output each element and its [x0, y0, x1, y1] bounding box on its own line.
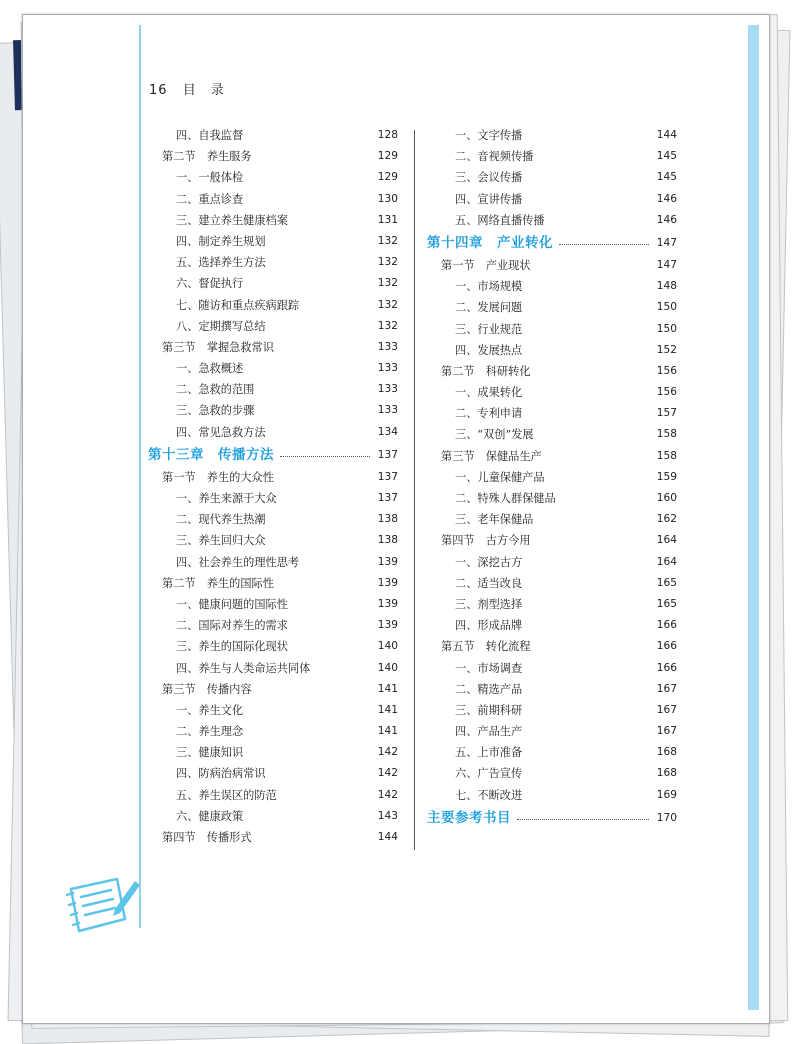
- leader-dots: [559, 231, 649, 245]
- toc-section: [427, 530, 677, 551]
- toc-entry-title: 第五节 转化流程: [441, 640, 531, 654]
- toc-right-column: [427, 125, 677, 830]
- toc-entry-title: 四、形成品牌: [455, 619, 523, 633]
- toc-item: [427, 594, 677, 615]
- toc-item: [427, 167, 677, 188]
- toc-page-number: 140: [377, 661, 398, 674]
- toc-page-number: 141: [377, 703, 398, 716]
- toc-entry-title: 第二节 养生的国际性: [162, 576, 274, 590]
- toc-item: [427, 700, 677, 721]
- toc-entry-title: 第二节 养生服务: [162, 150, 252, 164]
- toc-section: [427, 361, 677, 382]
- toc-page-number: 167: [656, 682, 677, 695]
- toc-entry-title: 一、健康问题的国际性: [176, 597, 288, 611]
- toc-page-number: 132: [377, 298, 398, 311]
- toc-entry-title: 第三节 保健品生产: [441, 449, 542, 463]
- toc-page-number: 166: [656, 640, 677, 653]
- toc-page-number: 162: [656, 513, 677, 526]
- toc-page-number: 140: [377, 640, 398, 653]
- toc-entry-title: 三、剂型选择: [455, 597, 523, 611]
- leader-dots: [280, 443, 370, 457]
- toc-entry-title: 三、健康知识: [176, 746, 244, 760]
- toc-entry-title: 六、督促执行: [176, 277, 244, 291]
- toc-item: [427, 763, 677, 784]
- notebook-pencil-icon: [65, 875, 141, 941]
- toc-page-number: 144: [377, 831, 398, 843]
- toc-page-number: 132: [377, 319, 398, 332]
- toc-left-column: [148, 125, 398, 848]
- toc-item: [148, 252, 398, 273]
- toc-entry-title: 二、现代养生热潮: [176, 513, 266, 527]
- toc-item: [148, 422, 398, 443]
- toc-page-number: 133: [377, 362, 398, 375]
- toc-item: [148, 615, 398, 636]
- toc-entry-title: 第四节 传播形式: [162, 831, 252, 844]
- toc-page-number: 159: [656, 470, 677, 483]
- toc-page-number: 164: [656, 555, 677, 568]
- toc-item: [427, 785, 677, 806]
- toc-item: [427, 125, 677, 146]
- toc-page-number: 138: [377, 513, 398, 526]
- toc-page-number: 139: [377, 597, 398, 610]
- toc-entry-title: 六、健康政策: [176, 809, 244, 823]
- toc-entry-title: 第一节 产业现状: [441, 258, 531, 272]
- toc-item: [427, 742, 677, 763]
- toc-page-number: 134: [377, 425, 398, 438]
- toc-entry-title: 四、常见急救方法: [176, 425, 266, 439]
- toc-page-number: 129: [377, 150, 398, 163]
- toc-page-number: 130: [377, 192, 398, 205]
- toc-entry-title: 三、会议传播: [455, 171, 523, 185]
- page-header: [149, 79, 225, 98]
- toc-section: [427, 446, 677, 467]
- toc-item: [427, 615, 677, 636]
- toc-page-number: 146: [656, 192, 677, 205]
- toc-page-number: 152: [656, 343, 677, 356]
- page-title: 目 录: [182, 83, 225, 98]
- toc-page-number: 156: [656, 386, 677, 399]
- toc-section: [148, 337, 398, 358]
- toc-page-number: 139: [377, 619, 398, 632]
- toc-page-number: 160: [656, 492, 677, 504]
- toc-item: [148, 658, 398, 679]
- toc-entry-title: 四、发展热点: [455, 343, 523, 357]
- toc-item: [148, 721, 398, 742]
- toc-entry-title: 四、产品生产: [455, 725, 523, 739]
- toc-item: [148, 636, 398, 657]
- toc-page-number: 137: [377, 470, 398, 483]
- toc-page-number: 169: [656, 788, 677, 801]
- toc-entry-title: 二、国际对养生的需求: [176, 619, 288, 633]
- toc-page-number: 168: [656, 746, 677, 759]
- toc-item: [427, 319, 677, 340]
- toc-item: [148, 594, 398, 615]
- toc-item: [427, 146, 677, 167]
- toc-item: [148, 806, 398, 827]
- toc-entry-title: 三、急救的步骤: [176, 404, 255, 418]
- page-number: 16: [149, 83, 168, 98]
- toc-entry-title: 八、定期撰写总结: [176, 319, 266, 333]
- toc-entry-title: 二、专利申请: [455, 407, 523, 421]
- toc-entry-title: 一、养生来源于大众: [176, 492, 277, 505]
- toc-item: [148, 125, 398, 146]
- toc-page-number: 145: [656, 171, 677, 184]
- toc-item: [148, 509, 398, 530]
- toc-entry-title: 四、养生与人类命运共同体: [176, 661, 311, 675]
- toc-page-number: 145: [656, 150, 677, 163]
- toc-item: [148, 316, 398, 337]
- toc-chapter: [148, 443, 398, 467]
- toc-page-number: 139: [377, 555, 398, 568]
- toc-page-number: 142: [377, 767, 398, 780]
- toc-page-number: 133: [377, 383, 398, 396]
- toc-page-number: 165: [656, 576, 677, 589]
- toc-section: [427, 636, 677, 657]
- toc-page-number: 164: [656, 534, 677, 547]
- toc-item: [148, 488, 398, 509]
- toc-page-number: 144: [656, 129, 677, 141]
- toc-entry-title: 一、养生文化: [176, 703, 244, 717]
- toc-entry-title: 一、深挖古方: [455, 555, 523, 569]
- toc-entry-title: 三、行业规范: [455, 322, 523, 336]
- toc-item: [427, 403, 677, 424]
- toc-item: [148, 785, 398, 806]
- toc-page-number: 129: [377, 171, 398, 184]
- toc-page-number: 132: [377, 277, 398, 290]
- toc-item: [427, 658, 677, 679]
- toc-entry-title: 二、养生理念: [176, 725, 244, 739]
- toc-entry-title: 四、制定养生规划: [176, 234, 266, 248]
- toc-entry-title: 二、精选产品: [455, 682, 523, 696]
- toc-page-number: 168: [656, 767, 677, 780]
- toc-page-number: 133: [377, 404, 398, 417]
- toc-item: [427, 276, 677, 297]
- toc-item: [427, 467, 677, 488]
- toc-entry-title: 一、儿童保健产品: [455, 470, 545, 484]
- toc-entry-title: 第三节 传播内容: [162, 682, 252, 696]
- toc-entry-title: 第十三章 传播方法: [148, 446, 274, 463]
- toc-item: [427, 340, 677, 361]
- toc-entry-title: 一、市场规模: [455, 280, 523, 294]
- toc-page-number: 146: [656, 213, 677, 226]
- toc-entry-title: 二、发展问题: [455, 301, 523, 315]
- toc-entry-title: 二、特殊人群保健品: [455, 492, 556, 505]
- toc-entry-title: 四、宣讲传播: [455, 192, 523, 206]
- toc-item: [148, 189, 398, 210]
- toc-entry-title: 五、网络直播传播: [455, 213, 545, 227]
- toc-page-number: 166: [656, 619, 677, 632]
- toc-entry-title: 四、自我监督: [176, 129, 244, 142]
- toc-item: [148, 400, 398, 421]
- toc-chapter: [427, 231, 677, 255]
- side-bar: [748, 25, 759, 1010]
- toc-entry-title: 一、成果转化: [455, 386, 523, 400]
- toc-section: [148, 827, 398, 848]
- toc-entry-title: 五、养生误区的防范: [176, 788, 277, 802]
- toc-item: [148, 530, 398, 551]
- toc-page-number: 157: [656, 407, 677, 420]
- toc-entry-title: 七、随访和重点疾病跟踪: [176, 298, 300, 312]
- toc-entry-title: 三、前期科研: [455, 703, 523, 717]
- toc-page-number: 142: [377, 746, 398, 759]
- toc-entry-title: 三、建立养生健康档案: [176, 213, 288, 227]
- toc-page-number: 137: [377, 492, 398, 504]
- toc-page-number: 170: [656, 811, 677, 824]
- toc-page-number: 150: [656, 301, 677, 314]
- toc-item: [427, 424, 677, 445]
- toc-item: [427, 382, 677, 403]
- toc-item: [427, 488, 677, 509]
- toc-item: [427, 509, 677, 530]
- toc-page-number: 165: [656, 597, 677, 610]
- toc-entry-title: 四、防病治病常识: [176, 767, 266, 781]
- toc-entry-title: 二、重点诊查: [176, 192, 244, 206]
- toc-entry-title: 七、不断改进: [455, 788, 523, 802]
- toc-entry-title: 三、养生回归大众: [176, 534, 266, 548]
- toc-section: [148, 573, 398, 594]
- toc-page-number: 132: [377, 256, 398, 269]
- leader-dots: [517, 806, 649, 820]
- toc-entry-title: 一、一般体检: [176, 171, 244, 185]
- toc-entry-title: 二、音视频传播: [455, 150, 534, 164]
- toc-item: [148, 358, 398, 379]
- toc-item: [427, 721, 677, 742]
- toc-item: [148, 231, 398, 252]
- toc-entry-title: 二、急救的范围: [176, 383, 255, 397]
- column-divider: [414, 130, 415, 850]
- toc-entry-title: 一、文字传播: [455, 129, 523, 142]
- toc-page-number: 167: [656, 703, 677, 716]
- toc-page-number: 147: [656, 258, 677, 271]
- toc-entry-title: 五、选择养生方法: [176, 256, 266, 270]
- toc-page-number: 167: [656, 725, 677, 738]
- toc-entry-title: 六、广告宣传: [455, 767, 523, 781]
- toc-entry-title: 四、社会养生的理性思考: [176, 555, 300, 569]
- toc-item: [148, 167, 398, 188]
- toc-page-number: 150: [656, 322, 677, 335]
- toc-item: [427, 679, 677, 700]
- toc-entry-title: 三、“双创”发展: [455, 428, 534, 442]
- toc-entry-title: 三、养生的国际化现状: [176, 640, 288, 654]
- toc-chapter: [427, 806, 677, 830]
- toc-section: [148, 467, 398, 488]
- toc-page-number: 138: [377, 534, 398, 547]
- toc-section: [148, 146, 398, 167]
- toc-item: [148, 379, 398, 400]
- toc-entry-title: 第四节 古方今用: [441, 534, 531, 548]
- toc-page-number: 143: [377, 809, 398, 822]
- toc-page-number: 141: [377, 725, 398, 738]
- toc-item: [148, 700, 398, 721]
- toc-page-number: 166: [656, 661, 677, 674]
- toc-item: [148, 763, 398, 784]
- toc-page-number: 142: [377, 788, 398, 801]
- toc-entry-title: 第十四章 产业转化: [427, 234, 553, 251]
- toc-page-number: 148: [656, 280, 677, 293]
- toc-page-number: 141: [377, 682, 398, 695]
- toc-entry-title: 五、上市准备: [455, 746, 523, 760]
- toc-item: [427, 297, 677, 318]
- margin-line: [139, 25, 141, 928]
- toc-page-number: 158: [656, 428, 677, 441]
- toc-entry-title: 第二节 科研转化: [441, 364, 531, 378]
- toc-item: [427, 210, 677, 231]
- toc-entry-title: 第三节 掌握急救常识: [162, 340, 274, 354]
- toc-page-number: 137: [377, 448, 398, 461]
- toc-page-number: 133: [377, 340, 398, 353]
- toc-item: [148, 210, 398, 231]
- toc-item: [427, 189, 677, 210]
- toc-page-number: 147: [656, 236, 677, 249]
- toc-item: [427, 552, 677, 573]
- toc-item: [148, 295, 398, 316]
- toc-entry-title: 一、市场调查: [455, 661, 523, 675]
- toc-item: [148, 742, 398, 763]
- toc-item: [148, 552, 398, 573]
- toc-entry-title: 三、老年保健品: [455, 513, 534, 527]
- toc-item: [148, 273, 398, 294]
- toc-page-number: 132: [377, 234, 398, 247]
- toc-entry-title: 一、急救概述: [176, 362, 244, 376]
- toc-page-number: 139: [377, 576, 398, 589]
- toc-entry-title: 第一节 养生的大众性: [162, 470, 274, 484]
- toc-entry-title: 主要参考书目: [427, 809, 511, 826]
- toc-item: [427, 573, 677, 594]
- toc-page-number: 156: [656, 364, 677, 377]
- toc-entry-title: 二、适当改良: [455, 576, 523, 590]
- toc-section: [148, 679, 398, 700]
- toc-section: [427, 255, 677, 276]
- toc-page-number: 131: [377, 213, 398, 226]
- toc-page-number: 158: [656, 449, 677, 462]
- toc-page-number: 128: [377, 129, 398, 141]
- toc-page: [22, 14, 770, 1024]
